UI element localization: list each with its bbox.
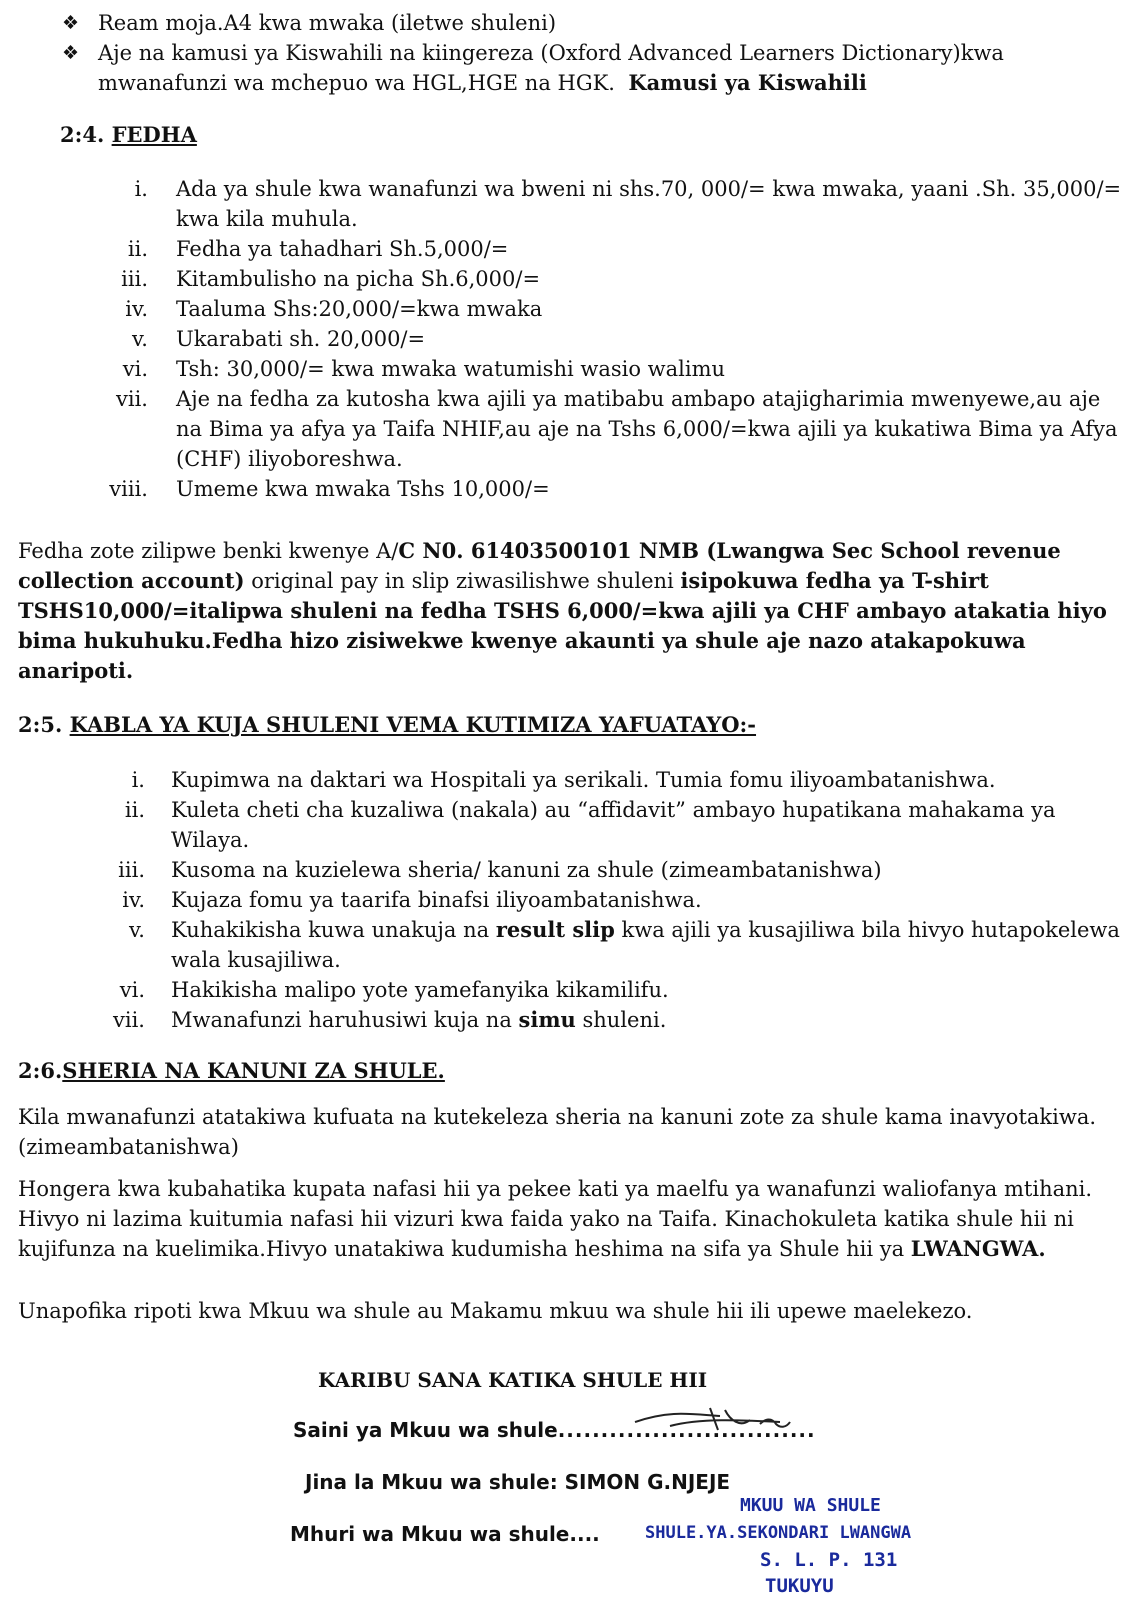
list-item: ii. Kuleta cheti cha kuzaliwa (nakala) au “affidavit” ambayo hupatikana mahakama ya Wilaya. (124, 798, 1056, 852)
kabla-list (85, 765, 1125, 1035)
stamp-school: SHULE.YA.SEKONDARI LWANGWA (645, 1523, 912, 1543)
fedha-list (88, 174, 1128, 504)
top-bullet-list (60, 8, 1080, 98)
list-item: i. Kupimwa na daktari wa Hospitali ya serikali. Tumia fomu iliyoambatanishwa. (131, 768, 996, 792)
list-item: viii. Umeme kwa mwaka Tshs 10,000/= (109, 477, 550, 501)
stamp-town: TUKUYU (765, 1575, 834, 1597)
signature-scribble-icon (630, 1400, 810, 1440)
list-item: iii. Kusoma na kuzielewa sheria/ kanuni za shule (zimeambatanishwa) (118, 858, 882, 882)
section-heading-sheria: 2:6.SHERIA NA KANUNI ZA SHULE. (18, 1058, 445, 1083)
list-item: v. Kuhakikisha kuwa unakuja na result slip kwa ajili ya kusajiliwa bila hivyo hutapokelewa wala kusajiliwa. (128, 917, 1120, 972)
section-heading-fedha: 2:4. FEDHA (60, 122, 197, 147)
paragraph-unapofika: Unapofika ripoti kwa Mkuu wa shule au Makamu mkuu wa shule hii ili upewe maelekezo. (18, 1299, 973, 1323)
paragraph-hongera: Hongera kwa kubahatika kupata nafasi hii ya pekee kati ya maelfu ya wanafunzi waliofanya mtihani. Hivyo ni lazima kuitumia nafasi hii vizuri kwa faida yako na Taifa. Kinachokuleta katika shule hii ni kujifunza na kuelimika.Hivyo unatakiwa kudumisha heshima na sifa ya Shule hii ya LWANGWA. (18, 1177, 1093, 1261)
list-item: i. Ada ya shule kwa wanafunzi wa bweni ni shs.70, 000/= kwa mwaka, yaani .Sh. 35,000/= kwa kila muhula. (134, 177, 1122, 231)
school-stamp (645, 1495, 1045, 1605)
list-item: vii. Mwanafunzi haruhusiwi kuja na simu shuleni. (113, 1007, 667, 1032)
signature-line: Saini ya Mkuu wa shule.............................. (293, 1418, 816, 1442)
karibu-heading: KARIBU SANA KATIKA SHULE HII (318, 1368, 708, 1392)
bullet-item: ❖ Aje na kamusi ya Kiswahili na kiingereza (Oxford Advanced Learners Dictionary)kwa mwanafunzi wa mchepuo wa HGL,HGE na HGK. Kamusi ya Kiswahili (60, 38, 1080, 98)
list-item: vi. Hakikisha malipo yote yamefanyika kikamilifu. (119, 978, 669, 1002)
payment-paragraph: Fedha zote zilipwe benki kwenye A/C N0. 61403500101 NMB (Lwangwa Sec School revenue collection account) original pay in slip ziwasilishwe shuleni isipokuwa fedha ya T-shirt TSHS10,000/=italipwa shuleni na fedha TSHS 6,000/=kwa ajili ya CHF ambayo atakatia hiyo bima hukuhuku.Fedha hizo zisiwekwe kwenye akaunti ya shule aje nazo atakapokuwa anaripoti. (18, 538, 1107, 683)
list-item: vii. Aje na fedha za kutosha kwa ajili ya matibabu ambapo atajigharimia mwenyewe,au aje na Bima ya afya ya Taifa NHIF,au aje na Tshs 6,000/=kwa ajili ya kukatiwa Bima ya Afya (CHF) iliyoboreshwa. (116, 387, 1118, 471)
list-item: iii. Kitambulisho na picha Sh.6,000/= (121, 267, 541, 291)
diamond-bullet-icon: ❖ (62, 42, 80, 64)
stamp-address: S. L. P. 131 (760, 1549, 898, 1571)
list-item: v. Ukarabati sh. 20,000/= (131, 327, 426, 351)
list-item: ii. Fedha ya tahadhari Sh.5,000/= (127, 237, 509, 261)
bullet-item: ❖ Ream moja.A4 kwa mwaka (iletwe shuleni) (60, 8, 1080, 38)
stamp-label: Mhuri wa Mkuu wa shule.... (290, 1522, 600, 1546)
list-item: iv. Taaluma Shs:20,000/=kwa mwaka (125, 297, 543, 321)
paragraph-kila: Kila mwanafunzi atatakiwa kufuata na kutekeleza sheria na kanuni zote za shule kama inavyotakiwa.(zimeambatanishwa) (18, 1105, 1097, 1159)
list-item: iv. Kujaza fomu ya taarifa binafsi iliyoambatanishwa. (122, 888, 702, 912)
stamp-title: MKUU WA SHULE (740, 1495, 881, 1516)
headmaster-name: Jina la Mkuu wa shule: SIMON G.NJEJE (305, 1470, 731, 1494)
diamond-bullet-icon: ❖ (62, 12, 80, 34)
section-heading-kabla: 2:5. KABLA YA KUJA SHULENI VEMA KUTIMIZA YAFUATAYO:- (18, 712, 757, 737)
list-item: vi. Tsh: 30,000/= kwa mwaka watumishi wasio walimu (122, 357, 726, 381)
